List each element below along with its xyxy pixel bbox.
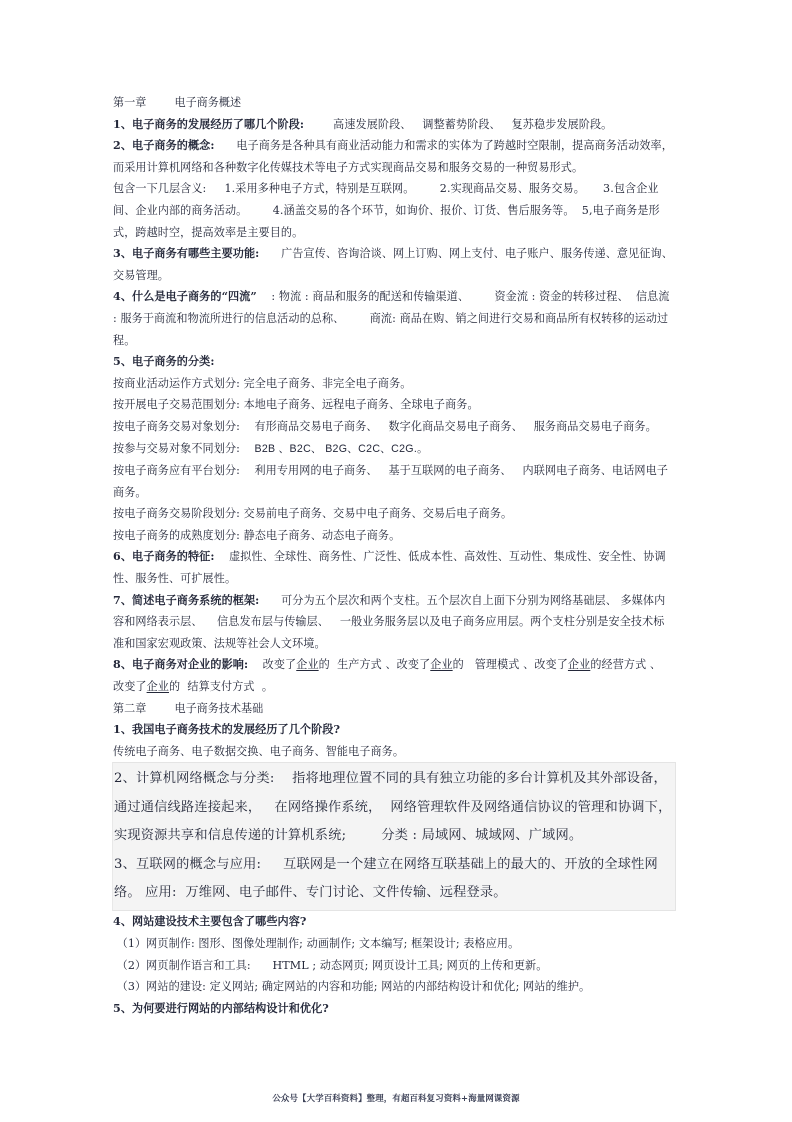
item-text: 电子商务是各种具有商业活动能力和需求的实体为了跨越时空限制，提高商务活动效率， 而采用计算机网络和各种数字化传媒技术等电子方式实现商品交易和服务交易的一种贸易形式。 [113,139,684,174]
item-text: 广告宣传、咨询洽谈、网上订购、网上支付、电子账户、服务传递、意见征询、交易管理。 [113,247,673,282]
document-body [113,92,684,1019]
item-text: 按电子商务应有平台划分: 利用专用网的电子商务、 基于互联网的电子商务、 内联网电子商务、电话网电子商务。 [113,464,669,499]
item-lead: 互联网的概念与应用: [135,856,262,872]
item-text: （1）网页制作: 图形、图像处理制作; 动画制作; 文本编写; 框架设计; 表格应用。 [113,937,520,951]
item-lead: 电子商务的发展经历了哪几个阶段: [132,117,305,131]
item-text: 高速发展阶段、 调整蓄势阶段、 复苏稳步发展阶段。 [304,117,613,131]
item-text: 按商业活动运作方式划分: 完全电子商务、非完全电子商务。 [113,376,412,390]
qa-item-1-8 [113,654,675,697]
qa-item-1-7 [113,590,675,655]
item-text: （2）网页制作语言和工具: HTML ; 动态网页; 网页设计工具; 网页的上传和更新。 [113,958,548,972]
item-lead: 电子商务的分类: [132,355,215,369]
item-text: 传统电子商务、电子数据交换、电子商务、智能电子商务。 [113,744,405,758]
classification-line-4 [113,438,675,461]
item-text: 指将地理位置不同的具有独立功能的多台计算机及其外部设备，通过通信线路连接起来， 在网络操作系统， 网络管理软件及网络通信协议的管理和协调下，实现资源共享和信息传递的计算机系统; 分类 : 局域网、城域网、广域网。 [114,771,672,844]
item-number: 4、 [113,915,133,929]
qa-item-1-3 [113,243,675,286]
qa-item-1-2-detail [113,178,675,243]
qa-item-1-6 [113,546,675,589]
item-text: 按电子商务交易阶段划分: 交易前电子商务、交易中电子商务、交易后电子商务。 [113,507,513,521]
item-text: 按电子商务的成熟度划分: 静态电子商务、动态电子商务。 [113,528,401,542]
underlined-term-2: 企业 [430,658,453,672]
item-lead: 计算机网络概念与分类: [135,771,275,787]
item-text: （3）网站的建设: 定义网站; 确定网站的内容和功能; 网站的内部结构设计和优化; 网站的维护。 [113,980,591,994]
item-lead: 电子商务的特征: [132,550,215,564]
item-lead: 电子商务有哪些主要功能: [132,247,260,261]
classification-line-1 [113,373,675,395]
item-text-2: 的 生产方式 、改变了 [318,658,431,672]
classification-line-6 [113,503,675,525]
qa-item-2-1-answer [113,741,675,763]
item-number: 5、 [113,1001,133,1015]
item-number: 2、 [114,771,136,787]
item-lead: 电子商务对企业的影响: [132,658,249,672]
qa-item-1-1 [113,114,675,136]
item-number: 3、 [113,247,133,261]
qa-item-2-2 [114,765,674,850]
chapter-1-items [113,114,684,698]
item-number: 6、 [113,550,133,564]
classification-line-7 [113,525,675,547]
qa-item-2-1 [113,719,675,741]
item-text: 可分为五个层次和两个支柱。五个层次自上面下分别为网络基础层、 多媒体内容和网络表示层、 信息发布层与传输层、 一般业务服务层以及电子商务应用层。两个支柱分别是安全技术标准和国家宏观政策、法规等社会人文环境。 [113,593,666,650]
sub-item-3 [113,976,675,998]
classification-line-2 [113,394,675,416]
item-number: 2、 [113,139,133,153]
item-text-codes: B2B 、B2C、 B2G、C2C、C2G.。 [254,442,428,455]
item-lead: 为何要进行网站的内部结构设计和优化? [132,1001,329,1015]
page-footer [0,1086,792,1105]
chapter-2-items-before-shade [113,719,675,762]
item-number: 1、 [113,117,133,131]
classification-line-5 [113,460,675,503]
qa-item-2-4 [113,911,675,933]
underlined-term-1: 企业 [296,658,319,672]
item-text: 按电子商务交易对象划分: 有形商品交易电子商务、 数字化商品交易电子商务、 服务商品交易电子商务。 [113,419,657,433]
classification-line-3 [113,416,675,438]
qa-item-1-2 [113,135,684,178]
chapter-1-heading: 第一章 电子商务概述 [113,96,242,109]
qa-item-2-3 [114,851,674,908]
item-number: 4、 [113,290,133,304]
item-number: 1、 [113,723,133,737]
footer-attribution-text: 公众号【大学百科资料】整理，有超百科复习资料+海量网课资源 [272,1093,520,1103]
item-lead: 网站建设技术主要包含了哪些内容? [132,915,307,929]
chapter-2-items-after-shade [113,911,675,1019]
item-text: 按开展电子交易范围划分: 本地电子商务、远程电子商务、全球电子商务。 [113,398,479,412]
item-text: 互联网是一个建立在网络互联基础上的最大的、开放的全球性网络。 应用: 万维网、电子邮件、专门讨论、文件传输、远程登录。 [114,856,658,901]
chapter-2-heading: 第二章 电子商务技术基础 [113,701,264,715]
item-text: : 物流 : 商品和服务的配送和传输渠道、 资金流 : 资金的转移过程、 信息流 : 服务于商流和物流所进行的信息活动的总称、 商流: 商品在购、销之间进行交易和商品所有权转移的运动过程。 [113,290,674,347]
item-lead: 我国电子商务技术的发展经历了几个阶段? [132,723,341,737]
qa-item-2-5 [113,998,675,1020]
item-text: 包含一下几层含义: 1.采用多种电子方式，特别是互联网。 2.实现商品交易、服务交易。 3.包含企业间、企业内部的商务活动。 4.涵盖交易的各个环节，如询价、报价、订货、售后服务等。 5,电子商务是形式，跨越时空，提高效率是主要目的。 [113,182,660,239]
item-text-4: 的 管理模式 、改变了 [452,658,568,672]
highlighted-text-block [112,762,676,911]
sub-item-2 [113,955,675,977]
item-lead: 简述电子商务系统的框架: [132,593,260,607]
item-lead: 电子商务的概念: [132,139,215,153]
item-number: 3、 [114,856,136,872]
item-text-8: 的 结算支付方式 。 [168,680,274,694]
underlined-term-3: 企业 [567,658,591,672]
item-text-0: 改变了 [248,658,297,672]
item-text-6: 的经营方式 、 改变了 [113,658,665,694]
qa-item-1-5 [113,351,675,373]
item-number: 7、 [113,593,133,607]
item-text: 虚拟性、全球性、商务性、广泛性、低成本性、高效性、互动性、集成性、安全性、协调性、服务性、可扩展性。 [113,550,666,586]
sub-item-1 [113,933,675,955]
item-number: 8、 [113,658,133,672]
item-number: 5、 [113,355,133,369]
qa-item-1-4 [113,286,675,351]
item-lead: 什么是电子商务的“四流” [132,290,257,304]
item-text-prefix: 按参与交易对象不同划分: [113,441,255,455]
underlined-term-4: 企业 [146,680,169,694]
